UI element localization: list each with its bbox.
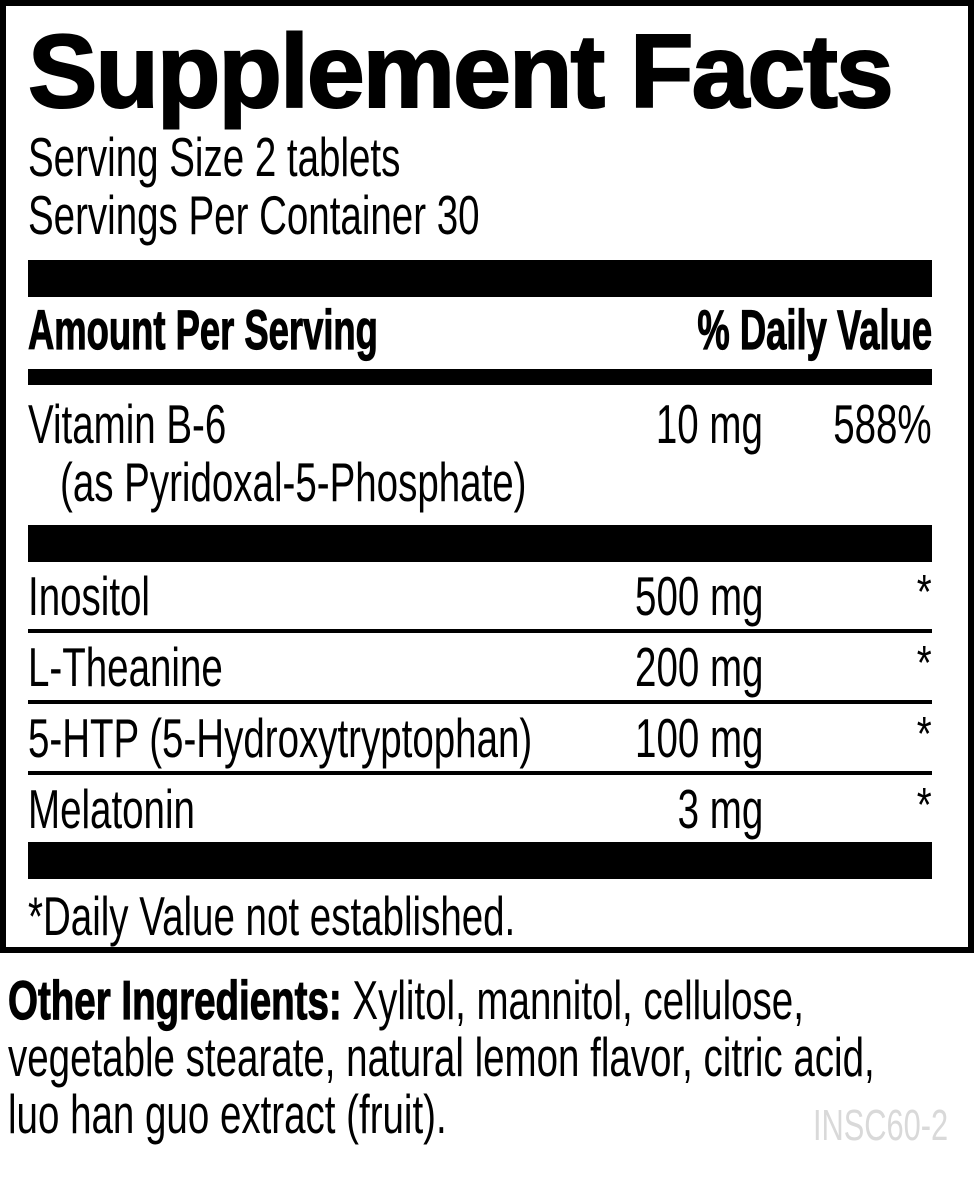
ingredient-daily-value-cell [763, 709, 932, 771]
ingredient-daily-value: 588% [833, 393, 932, 455]
asterisk: * [917, 779, 932, 832]
daily-value-footnote-text: *Daily Value not established. [28, 885, 516, 947]
daily-value-header: % Daily Value [697, 297, 932, 361]
amount-per-serving-header: Amount Per Serving [28, 297, 378, 361]
ingredient-amount: 3 mg [677, 778, 763, 840]
ingredient-daily-value-cell [763, 567, 932, 629]
table-row-5-htp [28, 704, 932, 771]
ingredient-name-cell [28, 780, 523, 842]
ingredient-name: Vitamin B-6 [28, 393, 227, 455]
daily-value-footnote [28, 887, 932, 945]
asterisk: * [917, 637, 932, 690]
servings-per-container-line [28, 186, 932, 244]
serving-size-line [28, 128, 932, 186]
vitamin-b6-main-line [28, 395, 932, 453]
other-ingredients-line-1 [8, 969, 978, 1031]
ingredient-amount-cell [523, 709, 763, 771]
serving-size-text: Serving Size 2 tablets [28, 126, 401, 188]
separator-bar-medium [28, 369, 932, 385]
other-ingredients-text-1: Xylitol, mannitol, cellulose, [341, 969, 804, 1031]
ingredient-amount: 500 mg [634, 565, 763, 627]
other-ingredients-text-2: vegetable stearate, natural lemon flavor, citric acid, [8, 1026, 875, 1088]
ingredient-amount-cell [523, 567, 763, 629]
table-row-inositol [28, 562, 932, 629]
facts-title: Supplement Facts [28, 14, 892, 130]
separator-bar-thick-top [28, 260, 932, 297]
other-ingredients-line-2 [8, 1026, 978, 1088]
ingredient-amount-cell [523, 638, 763, 700]
ingredient-amount: 100 mg [634, 707, 763, 769]
ingredient-name-cell [28, 395, 523, 453]
ingredient-daily-value-cell [763, 780, 932, 842]
ingredient-daily-value-cell [763, 638, 932, 700]
table-row-vitamin-b6 [28, 385, 932, 525]
ingredient-name: L-Theanine [28, 636, 223, 698]
ingredient-name-cell [28, 567, 523, 629]
ingredient-name-cell [28, 707, 533, 771]
ingredient-amount: 200 mg [634, 636, 763, 698]
vitamin-b6-source-note [60, 453, 932, 511]
ingredient-amount-cell [523, 395, 763, 453]
ingredient-note-text: (as Pyridoxal-5-Phosphate) [60, 451, 527, 513]
asterisk: * [917, 566, 932, 619]
servings-per-container-text: Servings Per Container 30 [28, 184, 480, 246]
ingredient-name: Melatonin [28, 778, 195, 840]
ingredient-amount: 10 mg [655, 393, 763, 455]
ingredient-amount-cell [523, 780, 763, 842]
ingredient-name-cell [28, 638, 523, 700]
product-code [755, 1102, 948, 1150]
separator-bar-thick-middle [28, 525, 932, 562]
ingredient-daily-value-cell [763, 395, 932, 453]
table-row-l-theanine [28, 633, 932, 700]
other-ingredients-label: Other Ingredients: [8, 969, 342, 1031]
column-header-row [28, 297, 932, 361]
ingredient-name: 5-HTP (5-Hydroxytryptophan) [28, 707, 533, 769]
asterisk: * [917, 708, 932, 761]
product-code-text: INSC60-2 [812, 1101, 948, 1150]
table-row-melatonin [28, 775, 932, 842]
other-ingredients-text-3: luo han guo extract (fruit). [8, 1083, 447, 1145]
ingredient-name: Inositol [28, 565, 150, 627]
separator-bar-thick-bottom [28, 842, 932, 879]
